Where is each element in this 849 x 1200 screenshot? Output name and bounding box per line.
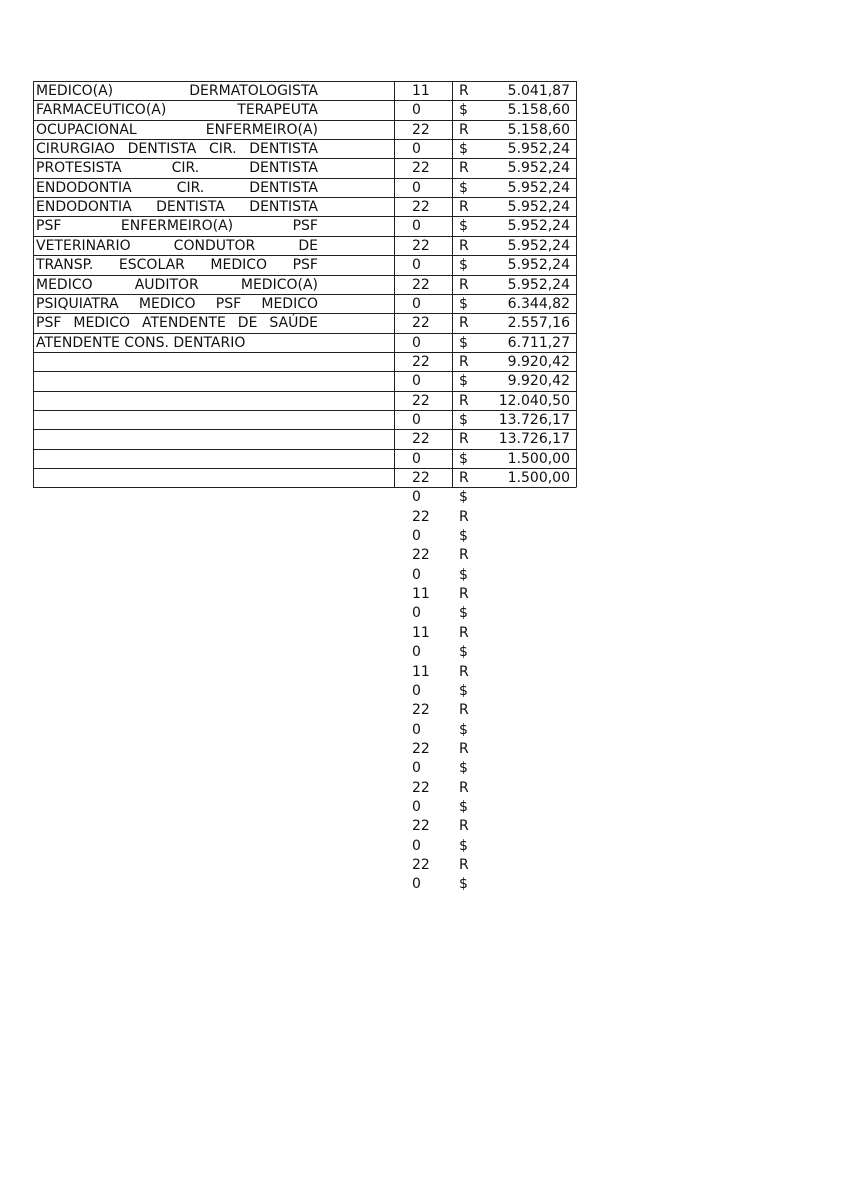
count-cell: 22 — [412, 547, 430, 564]
count-cell: 22 — [412, 199, 430, 216]
count-cell: 11 — [412, 663, 430, 680]
currency-cell: R — [459, 508, 469, 525]
currency-cell: R — [459, 392, 469, 409]
job-title-line: CIRURGIAO DENTISTA CIR. DENTISTA — [36, 141, 318, 158]
currency-cell: $ — [459, 373, 468, 390]
currency-cell: $ — [459, 295, 468, 312]
count-cell: 22 — [412, 315, 430, 332]
count-cell: 22 — [412, 508, 430, 525]
job-title-line: TRANSP. ESCOLAR MEDICO PSF — [36, 257, 318, 274]
count-cell: 11 — [412, 624, 430, 641]
currency-cell: $ — [459, 837, 468, 854]
count-cell: 0 — [412, 644, 421, 661]
currency-cell: $ — [459, 644, 468, 661]
currency-cell: $ — [459, 450, 468, 467]
value-cell: 9.920,42 — [507, 373, 570, 390]
value-cell: 13.726,17 — [498, 411, 570, 428]
currency-cell: $ — [459, 411, 468, 428]
currency-cell: $ — [459, 102, 468, 119]
count-cell: 0 — [412, 141, 421, 158]
job-title-line: FARMACEUTICO(A) TERAPEUTA — [36, 102, 318, 119]
count-cell: 0 — [412, 605, 421, 622]
job-title-line: PROTESISTA CIR. DENTISTA — [36, 160, 318, 177]
value-cell: 5.041,87 — [507, 83, 570, 99]
currency-cell: R — [459, 160, 469, 177]
currency-cell: R — [459, 470, 469, 486]
value-cell: 13.726,17 — [498, 431, 570, 448]
count-cell: 0 — [412, 876, 421, 893]
job-title-line: PSF ENFERMEIRO(A) PSF — [36, 218, 318, 235]
count-cell: 22 — [412, 857, 430, 873]
currency-cell: $ — [459, 257, 468, 274]
job-title-line: MEDICO(A) DERMATOLOGISTA — [36, 83, 318, 99]
value-cell: 5.158,60 — [507, 102, 570, 119]
currency-cell: $ — [459, 566, 468, 583]
value-cell: 5.952,24 — [507, 218, 570, 235]
job-title-line: PSF MEDICO ATENDENTE DE SAÚDE — [36, 315, 318, 332]
value-cell: 1.500,00 — [507, 470, 570, 486]
count-cell: 22 — [412, 779, 430, 796]
currency-cell: $ — [459, 798, 468, 815]
count-cell: 22 — [412, 470, 430, 486]
count-cell: 22 — [412, 276, 430, 293]
count-cell: 0 — [412, 373, 421, 390]
currency-cell: R — [459, 353, 469, 370]
currency-cell: $ — [459, 721, 468, 738]
count-cell: 22 — [412, 353, 430, 370]
currency-cell: R — [459, 624, 469, 641]
currency-cell: $ — [459, 605, 468, 622]
value-cell: 5.952,24 — [507, 257, 570, 274]
value-cell: 5.952,24 — [507, 160, 570, 177]
value-cell: 5.952,24 — [507, 141, 570, 158]
count-cell: 0 — [412, 489, 421, 506]
count-cell: 0 — [412, 295, 421, 312]
currency-cell: R — [459, 779, 469, 796]
count-cell: 0 — [412, 682, 421, 699]
currency-cell: $ — [459, 218, 468, 235]
value-cell: 2.557,16 — [507, 315, 570, 332]
currency-cell: R — [459, 702, 469, 719]
count-cell: 11 — [412, 586, 430, 603]
value-cell: 6.344,82 — [507, 295, 570, 312]
count-cell: 0 — [412, 798, 421, 815]
currency-cell: R — [459, 199, 469, 216]
value-cell: 5.952,24 — [507, 179, 570, 196]
value-cell: 9.920,42 — [507, 353, 570, 370]
value-cell: 5.952,24 — [507, 276, 570, 293]
currency-cell: $ — [459, 334, 468, 351]
count-cell: 11 — [412, 83, 430, 99]
currency-cell: R — [459, 121, 469, 138]
currency-cell: R — [459, 83, 469, 99]
count-cell: 0 — [412, 334, 421, 351]
currency-cell: R — [459, 818, 469, 835]
currency-cell: R — [459, 276, 469, 293]
count-cell: 0 — [412, 721, 421, 738]
count-cell: 0 — [412, 566, 421, 583]
currency-cell: $ — [459, 528, 468, 545]
count-cell: 22 — [412, 160, 430, 177]
currency-cell: $ — [459, 179, 468, 196]
count-cell: 22 — [412, 237, 430, 254]
value-cell: 12.040,50 — [498, 392, 570, 409]
count-cell: 22 — [412, 121, 430, 138]
currency-cell: R — [459, 586, 469, 603]
currency-cell: $ — [459, 141, 468, 158]
count-cell: 0 — [412, 257, 421, 274]
count-cell: 0 — [412, 102, 421, 119]
count-cell: 22 — [412, 702, 430, 719]
count-cell: 0 — [412, 411, 421, 428]
count-cell: 0 — [412, 528, 421, 545]
count-cell: 0 — [412, 179, 421, 196]
count-cell: 0 — [412, 760, 421, 777]
currency-cell: R — [459, 663, 469, 680]
currency-cell: $ — [459, 682, 468, 699]
job-title-line: OCUPACIONAL ENFERMEIRO(A) — [36, 121, 318, 138]
currency-cell: R — [459, 740, 469, 757]
job-title-line: ENDODONTIA DENTISTA DENTISTA — [36, 199, 318, 216]
job-title-line: PSIQUIATRA MEDICO PSF MEDICO — [36, 295, 318, 312]
job-title-line: VETERINARIO CONDUTOR DE — [36, 237, 318, 254]
value-cell: 5.952,24 — [507, 199, 570, 216]
currency-cell: R — [459, 315, 469, 332]
count-cell: 0 — [412, 837, 421, 854]
value-cell: 5.952,24 — [507, 237, 570, 254]
job-title-line: ENDODONTIA CIR. DENTISTA — [36, 179, 318, 196]
currency-cell: R — [459, 857, 469, 873]
currency-cell: R — [459, 431, 469, 448]
count-cell: 22 — [412, 392, 430, 409]
job-title-line: ATENDENTE CONS. DENTARIO — [36, 334, 246, 351]
currency-cell: $ — [459, 876, 468, 893]
job-title-line: MEDICO AUDITOR MEDICO(A) — [36, 276, 318, 293]
count-cell: 22 — [412, 818, 430, 835]
currency-cell: R — [459, 547, 469, 564]
count-cell: 0 — [412, 218, 421, 235]
currency-cell: $ — [459, 489, 468, 506]
value-cell: 6.711,27 — [507, 334, 570, 351]
count-cell: 0 — [412, 450, 421, 467]
count-cell: 22 — [412, 740, 430, 757]
count-cell: 22 — [412, 431, 430, 448]
currency-cell: $ — [459, 760, 468, 777]
value-cell: 5.158,60 — [507, 121, 570, 138]
value-cell: 1.500,00 — [507, 450, 570, 467]
currency-cell: R — [459, 237, 469, 254]
